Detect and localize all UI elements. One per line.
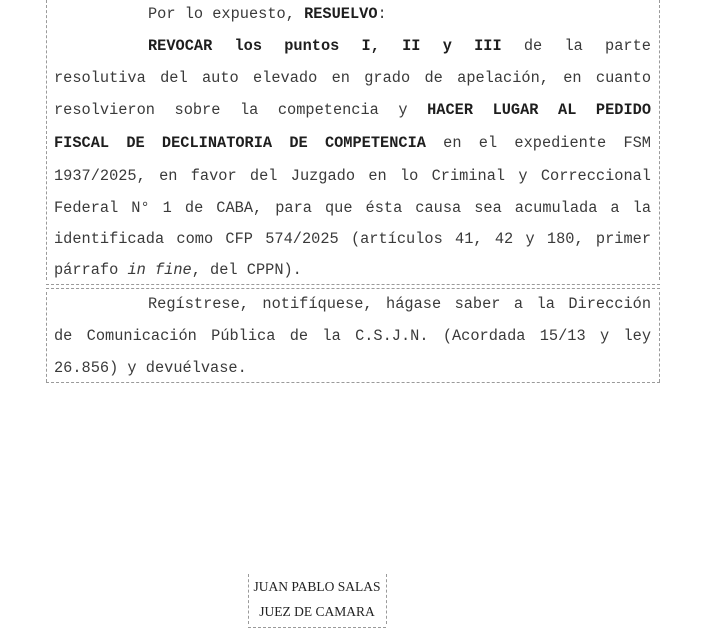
frame-right-border — [659, 0, 660, 280]
declinatoria-text: FISCAL DE DECLINATORIA DE COMPETENCIA — [54, 134, 426, 152]
text-line: 26.856) y devuélvase. — [54, 359, 247, 377]
line-text: en el expediente FSM — [425, 134, 651, 152]
word: de — [523, 37, 543, 55]
text-line: Federal N° 1 de CABA, para que ésta causa sea acumulada a la — [54, 199, 651, 217]
section-divider — [46, 288, 660, 289]
lead-colon: : — [377, 5, 387, 23]
frame-left-border — [46, 0, 47, 280]
text-line — [54, 100, 651, 120]
text-line: resolutiva del auto elevado en grado de apelación, en cuanto — [54, 69, 651, 87]
text-line: identificada como CFP 574/2025 (artículos 41, 42 y 180, primer — [54, 230, 651, 248]
text-line: de Comunicación Pública de la C.S.J.N. (Acordada 15/13 y ley — [54, 327, 651, 345]
frame-bottom-border — [46, 382, 660, 383]
bold-word: puntos — [284, 37, 340, 55]
text-line — [148, 36, 651, 56]
signature-frame-bottom — [248, 627, 386, 628]
bold-word: los — [234, 37, 263, 55]
lead-text: Por lo expuesto, — [148, 5, 305, 23]
frame-right-border — [659, 292, 660, 382]
bold-word: I, — [361, 37, 380, 55]
in-fine-text: in fine — [127, 261, 192, 279]
bold-word: III — [474, 37, 502, 55]
resuelvo-heading: RESUELVO — [304, 5, 378, 23]
word: parte — [605, 37, 651, 55]
revocar-word: REVOCAR — [148, 37, 213, 55]
bold-word: y — [442, 37, 452, 55]
word: la — [564, 37, 583, 55]
text-line — [54, 260, 302, 280]
section-divider — [46, 284, 660, 285]
line-text: , del CPPN). — [191, 261, 302, 279]
signature-frame-right — [386, 574, 387, 624]
line-text: resolvieron sobre la competencia y — [54, 101, 428, 119]
text-line: 1937/2025, en favor del Juzgado en lo Criminal y Correccional — [54, 167, 651, 185]
line-text: párrafo — [54, 261, 128, 279]
hacer-lugar-text: HACER LUGAR AL PEDIDO — [427, 101, 651, 119]
text-line — [54, 133, 651, 153]
resolution-lead-line — [148, 4, 387, 24]
text-line: Regístrese, notifíquese, hágase saber a la Dirección — [148, 295, 651, 313]
frame-left-border — [46, 292, 47, 382]
signer-title: JUEZ DE CAMARA — [259, 604, 375, 619]
bold-word: II — [402, 37, 421, 55]
signer-name: JUAN PABLO SALAS — [253, 579, 381, 594]
